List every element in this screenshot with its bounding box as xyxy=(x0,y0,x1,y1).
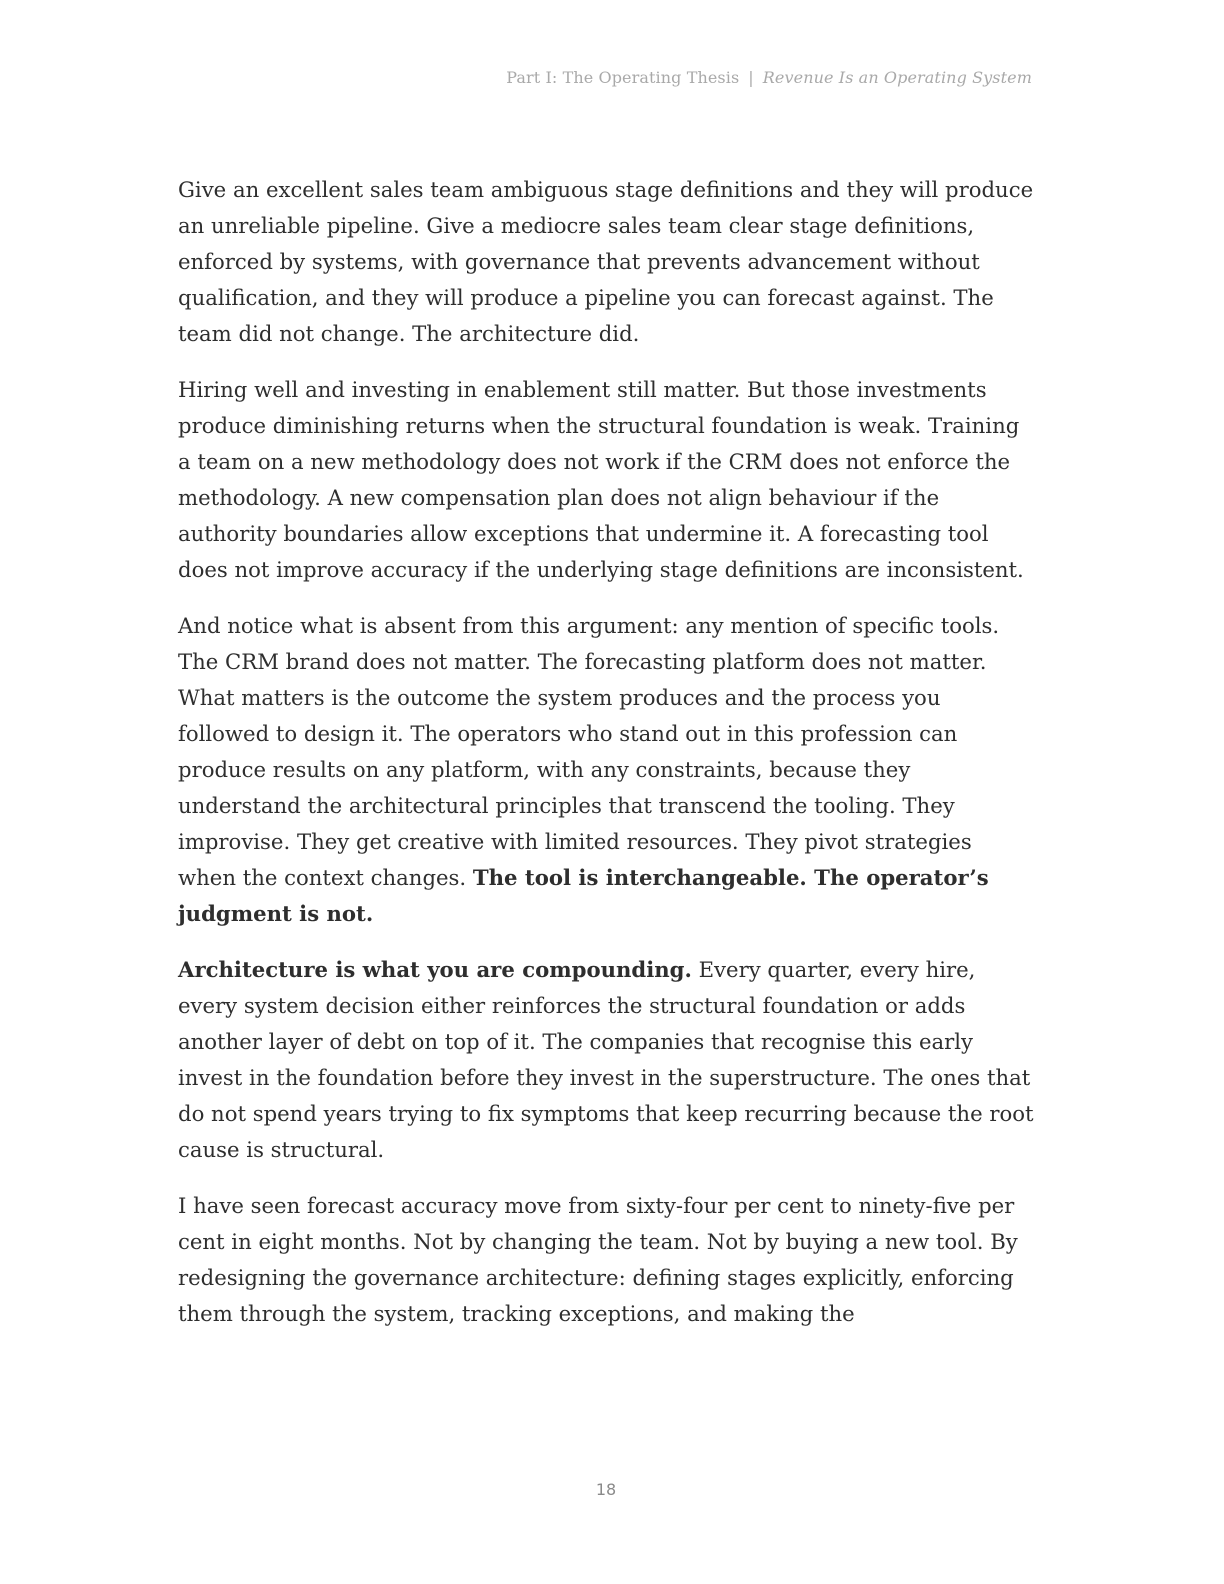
paragraph xyxy=(178,372,1034,588)
book-title: Revenue Is an Operating System xyxy=(762,68,1032,87)
paragraph xyxy=(178,608,1034,932)
paragraph-text: And notice what is absent from this argument: any mention of specific tools. The CRM brand does not matter. The forecasting platform does not matter. What matters is the outcome the system produces and the process you followed to design it. The operators who stand out in this profession can produce results on any platform, with any constraints, because they understand the architectural principles that transcend the tooling. They improvise. They get creative with limited resources. They pivot strategies when the context changes. xyxy=(178,613,1000,890)
running-header xyxy=(506,68,1032,87)
header-separator: | xyxy=(748,68,754,87)
paragraph-text: Give an excellent sales team ambiguous stage definitions and they will produce an unreliable pipeline. Give a mediocre sales team clear stage definitions, enforced by systems, with governance that prevents advancement without qualification, and they will produce a pipeline you can forecast against. The team did not change. The architecture did. xyxy=(178,177,1034,346)
paragraph xyxy=(178,172,1034,352)
body-text xyxy=(178,172,1034,1352)
page-number: 18 xyxy=(595,1480,617,1499)
paragraph-text: Hiring well and investing in enablement still matter. But those investments produce diminishing returns when the structural foundation is weak. Training a team on a new methodology does not work if the CRM does not enforce the methodology. A new compensation plan does not align behaviour if the authority boundaries allow exceptions that undermine it. A forecasting tool does not improve accuracy if the underlying stage definitions are inconsistent. xyxy=(178,377,1024,582)
bold-emphasis: Architecture is what you are compounding. xyxy=(178,957,692,982)
bold-emphasis: The tool is interchangeable. The operator’s judgment is not. xyxy=(178,865,989,926)
part-label: Part I: The Operating Thesis xyxy=(506,68,740,87)
paragraph-text: I have seen forecast accuracy move from sixty-four per cent to ninety-five per cent in eight months. Not by changing the team. Not by buying a new tool. By redesigning the governance architecture: defining stages explicitly, enforcing them through the system, tracking exceptions, and making the xyxy=(178,1193,1018,1326)
paragraph-text: Every quarter, every hire, every system decision either reinforces the structural foundation or adds another layer of debt on top of it. The companies that recognise this early invest in the foundation before they invest in the superstructure. The ones that do not spend years trying to fix symptoms that keep recurring because the root cause is structural. xyxy=(178,957,1034,1162)
paragraph xyxy=(178,1188,1034,1332)
paragraph xyxy=(178,952,1034,1168)
